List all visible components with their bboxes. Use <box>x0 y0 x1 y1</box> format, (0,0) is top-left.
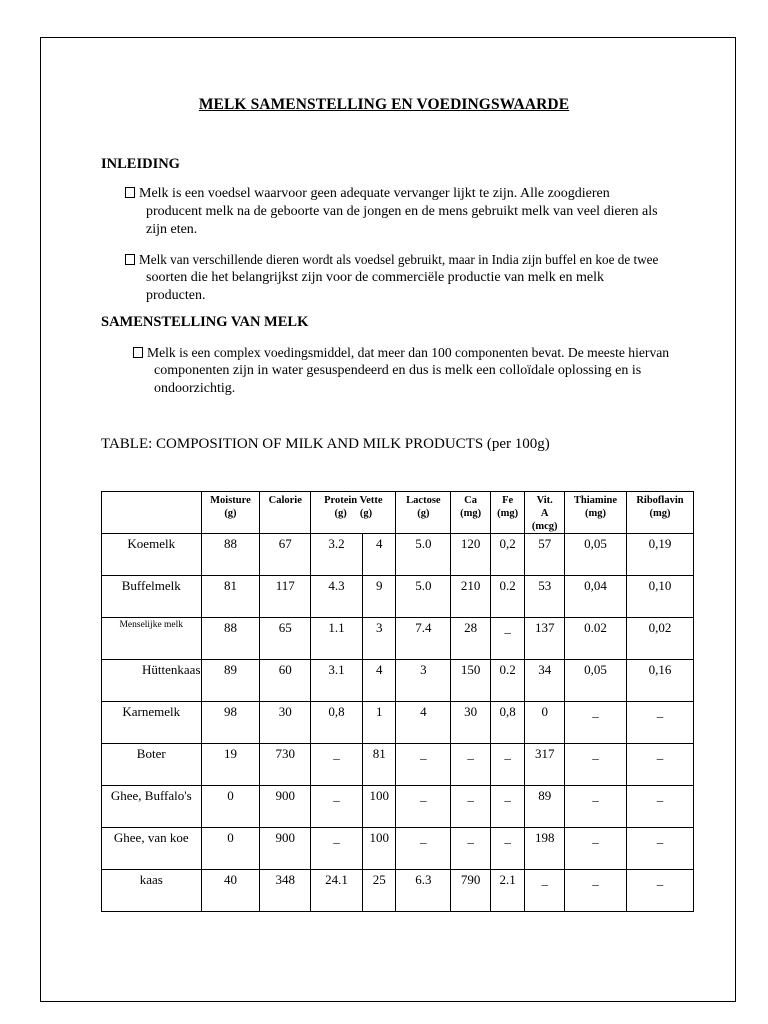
cell-name: Koemelk <box>102 534 202 576</box>
cell-moisture: 0 <box>201 786 260 828</box>
cell-name: Hüttenkaas <box>102 660 202 702</box>
cell-vit-a: 89 <box>525 786 565 828</box>
cell-riboflavin: 0,02 <box>626 618 693 660</box>
cell-fe: _ <box>490 828 525 870</box>
composition-table <box>101 491 694 912</box>
cell-ca: 150 <box>451 660 491 702</box>
table-row <box>102 576 694 618</box>
cell-moisture: 88 <box>201 534 260 576</box>
cell-vit-a: 53 <box>525 576 565 618</box>
cell-moisture: 40 <box>201 870 260 912</box>
header-cell-name <box>102 492 202 534</box>
cell-vette: 100 <box>362 786 396 828</box>
paragraph-line: zijn eten. <box>146 222 198 237</box>
cell-protein: _ <box>311 828 363 870</box>
cell-protein: 3.2 <box>311 534 363 576</box>
cell-vit-a: 34 <box>525 660 565 702</box>
table-row <box>102 534 694 576</box>
paragraph-line: soorten die het belangrijkst zijn voor de commerciële productie van melk en melk <box>146 270 604 285</box>
paragraph-line: componenten zijn in water gesuspendeerd en dus is melk een colloïdale oplossing en is <box>154 363 642 378</box>
cell-vette: 81 <box>362 744 396 786</box>
cell-ca: 120 <box>451 534 491 576</box>
paragraph-line: Melk van verschillende dieren wordt als voedsel gebruikt, maar in India zijn buffel en koe de twee <box>139 252 659 267</box>
cell-lactose: _ <box>396 744 451 786</box>
cell-lactose: 5.0 <box>396 576 451 618</box>
cell-vit-a: 317 <box>525 744 565 786</box>
cell-ca: 210 <box>451 576 491 618</box>
cell-thiamine: 0,04 <box>564 576 626 618</box>
cell-vit-a: 57 <box>525 534 565 576</box>
cell-vette: 25 <box>362 870 396 912</box>
cell-ca: _ <box>451 828 491 870</box>
cell-name: Ghee, Buffalo's <box>102 786 202 828</box>
cell-name: Ghee, van koe <box>102 828 202 870</box>
cell-fe: 2.1 <box>490 870 525 912</box>
paragraph-line: Melk is een complex voedingsmiddel, dat meer dan 100 componenten bevat. De meeste hiervan <box>147 345 670 360</box>
cell-vette: 4 <box>362 534 396 576</box>
cell-fe: 0.2 <box>490 576 525 618</box>
cell-fe: 0,8 <box>490 702 525 744</box>
table-row <box>102 744 694 786</box>
cell-ca: _ <box>451 744 491 786</box>
cell-calorie: 117 <box>260 576 311 618</box>
cell-calorie: 30 <box>260 702 311 744</box>
cell-thiamine: _ <box>564 870 626 912</box>
cell-thiamine: 0.02 <box>564 618 626 660</box>
paragraph-line: producent melk na de geboorte van de jongen en de mens gebruikt melk van veel dieren als <box>146 204 658 219</box>
cell-protein: 1.1 <box>311 618 363 660</box>
cell-fe: 0,2 <box>490 534 525 576</box>
cell-thiamine: _ <box>564 744 626 786</box>
table-header-row <box>102 492 694 534</box>
cell-ca: _ <box>451 786 491 828</box>
section-heading-samenstelling: SAMENSTELLING VAN MELK <box>101 314 309 330</box>
cell-calorie: 900 <box>260 786 311 828</box>
cell-lactose: 4 <box>396 702 451 744</box>
cell-vette: 4 <box>362 660 396 702</box>
cell-thiamine: 0,05 <box>564 534 626 576</box>
cell-riboflavin: _ <box>626 744 693 786</box>
cell-lactose: 7.4 <box>396 618 451 660</box>
bullet-box-icon <box>133 347 143 358</box>
cell-thiamine: 0,05 <box>564 660 626 702</box>
cell-moisture: 0 <box>201 828 260 870</box>
cell-vette: 1 <box>362 702 396 744</box>
cell-calorie: 65 <box>260 618 311 660</box>
bullet-box-icon <box>125 187 135 198</box>
cell-name: Menselijke melk <box>102 618 202 660</box>
header-cell-vit-a: Vit. A (mcg) <box>525 492 565 534</box>
cell-protein: 0,8 <box>311 702 363 744</box>
page-title: MELK SAMENSTELLING EN VOEDINGSWAARDE <box>198 96 570 113</box>
paragraph-line: ondoorzichtig. <box>154 381 236 396</box>
table-row <box>102 786 694 828</box>
table-caption: TABLE: COMPOSITION OF MILK AND MILK PRODUCTS (per 100g) <box>101 436 550 452</box>
paragraph-line: Melk is een voedsel waarvoor geen adequate vervanger lijkt te zijn. Alle zoogdieren <box>139 186 610 201</box>
cell-vit-a: _ <box>525 870 565 912</box>
header-cell-ca: Ca (mg) <box>451 492 491 534</box>
table-row <box>102 828 694 870</box>
cell-vette: 9 <box>362 576 396 618</box>
header-cell-thiamine: Thiamine (mg) <box>564 492 626 534</box>
paragraph-intro-2 <box>125 251 658 305</box>
cell-riboflavin: 0,10 <box>626 576 693 618</box>
cell-moisture: 89 <box>201 660 260 702</box>
cell-calorie: 60 <box>260 660 311 702</box>
cell-lactose: 6.3 <box>396 870 451 912</box>
table-row <box>102 618 694 660</box>
cell-ca: 790 <box>451 870 491 912</box>
paragraph-intro-1 <box>125 185 658 239</box>
cell-fe: _ <box>490 744 525 786</box>
cell-moisture: 88 <box>201 618 260 660</box>
cell-protein: 4.3 <box>311 576 363 618</box>
cell-thiamine: _ <box>564 786 626 828</box>
paragraph-composition <box>133 344 669 398</box>
cell-protein: 3.1 <box>311 660 363 702</box>
cell-name: Karnemelk <box>102 702 202 744</box>
header-cell-riboflavin: Riboflavin (mg) <box>626 492 693 534</box>
cell-fe: 0.2 <box>490 660 525 702</box>
cell-lactose: 3 <box>396 660 451 702</box>
header-cell-moisture: Moisture (g) <box>201 492 260 534</box>
cell-lactose: _ <box>396 786 451 828</box>
cell-riboflavin: 0,19 <box>626 534 693 576</box>
cell-protein: 24.1 <box>311 870 363 912</box>
cell-protein: _ <box>311 744 363 786</box>
cell-ca: 28 <box>451 618 491 660</box>
paragraph-line: producten. <box>146 288 206 303</box>
cell-riboflavin: 0,16 <box>626 660 693 702</box>
cell-calorie: 67 <box>260 534 311 576</box>
cell-fe: _ <box>490 618 525 660</box>
cell-calorie: 348 <box>260 870 311 912</box>
header-cell-calorie: Calorie <box>260 492 311 534</box>
cell-ca: 30 <box>451 702 491 744</box>
table-row <box>102 660 694 702</box>
header-cell-lactose: Lactose (g) <box>396 492 451 534</box>
bullet-box-icon <box>125 254 135 265</box>
cell-name: Boter <box>102 744 202 786</box>
table-row <box>102 870 694 912</box>
cell-thiamine: _ <box>564 828 626 870</box>
header-cell-protein-vette: Protein Vette (g) (g) <box>311 492 396 534</box>
cell-name: kaas <box>102 870 202 912</box>
cell-riboflavin: _ <box>626 702 693 744</box>
cell-vit-a: 137 <box>525 618 565 660</box>
cell-vette: 3 <box>362 618 396 660</box>
cell-moisture: 19 <box>201 744 260 786</box>
cell-fe: _ <box>490 786 525 828</box>
cell-riboflavin: _ <box>626 828 693 870</box>
cell-moisture: 81 <box>201 576 260 618</box>
cell-riboflavin: _ <box>626 870 693 912</box>
cell-riboflavin: _ <box>626 786 693 828</box>
cell-calorie: 900 <box>260 828 311 870</box>
cell-name: Buffelmelk <box>102 576 202 618</box>
table-row <box>102 702 694 744</box>
cell-vit-a: 198 <box>525 828 565 870</box>
cell-vette: 100 <box>362 828 396 870</box>
cell-vit-a: 0 <box>525 702 565 744</box>
cell-protein: _ <box>311 786 363 828</box>
cell-thiamine: _ <box>564 702 626 744</box>
cell-lactose: 5.0 <box>396 534 451 576</box>
header-cell-fe: Fe (mg) <box>490 492 525 534</box>
cell-moisture: 98 <box>201 702 260 744</box>
section-heading-inleiding: INLEIDING <box>101 156 180 172</box>
cell-calorie: 730 <box>260 744 311 786</box>
cell-lactose: _ <box>396 828 451 870</box>
